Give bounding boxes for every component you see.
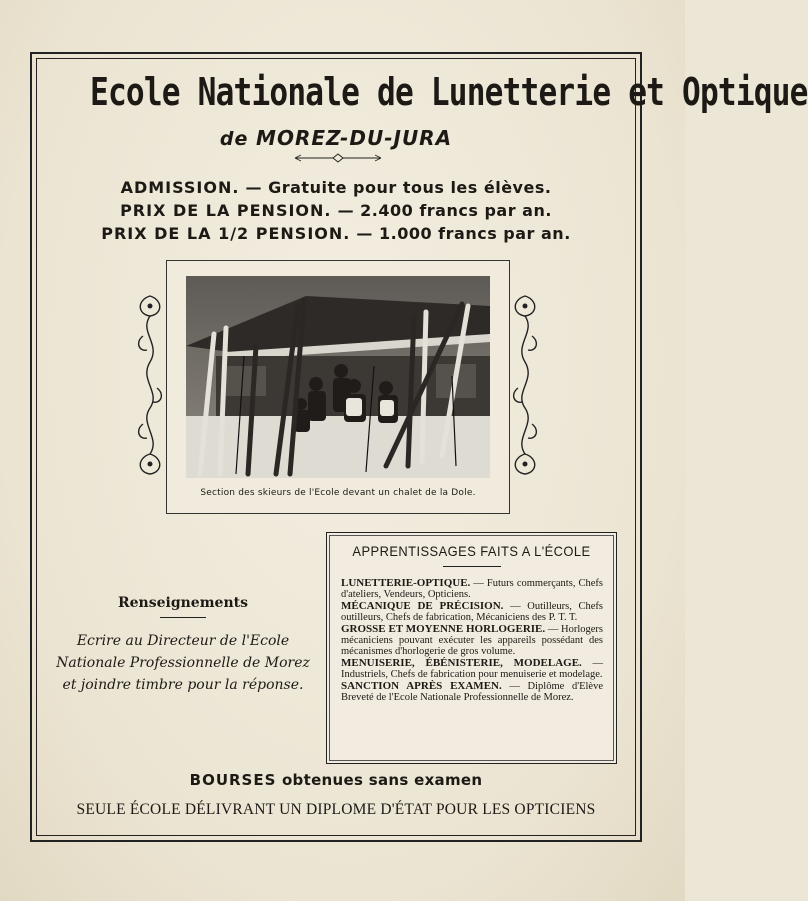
apprentissages-title: APPRENTISSAGES FAITS A L'ÉCOLE <box>352 543 591 559</box>
scroll-ornament-left-icon <box>133 292 167 478</box>
renseignements-text: Ecrire au Directeur de l'Ecole Nationale Professionnelle de Morez et joindre timbre pour la réponse. <box>56 633 310 693</box>
subtitle-prefix: de <box>219 128 249 150</box>
flourish-divider-icon <box>293 152 383 164</box>
school-subtitle <box>36 126 636 150</box>
apprentissages-list <box>341 578 603 704</box>
school-title: Ecole Nationale de Lunetterie et Optique <box>90 70 808 114</box>
photo-caption: Section des skieurs de l'Ecole devant un chalet de la Dole. <box>200 488 476 498</box>
ski-team-photo <box>186 276 490 478</box>
apprentissages-rule <box>443 566 501 567</box>
fee-admission: ADMISSION. — Gratuite pour tous les élèves. <box>120 178 552 197</box>
renseignements-rule <box>160 617 206 618</box>
subtitle-town: MOREZ-DU-JURA <box>256 126 453 150</box>
list-item: SANCTION APRÈS EXAMEN. — Diplôme d'Elève Breveté de l'Ecole Nationale Professionnelle de Morez. <box>341 680 603 703</box>
list-item: MÉCANIQUE DE PRÉCISION. — Outilleurs, Chefs outilleurs, Chefs de fabrication, Mécaniciens des P. T. T. <box>341 600 604 623</box>
fee-half-pension: PRIX DE LA 1/2 PENSION. — 1.000 francs par an. <box>101 224 571 243</box>
fee-pension: PRIX DE LA PENSION. — 2.400 francs par an. <box>120 201 552 220</box>
list-item: GROSSE ET MOYENNE HORLOGERIE. — Horlogers mécaniciens pouvant exécuter les appareils possédant des mécanismes d'horlogerie de gros volume. <box>341 623 604 657</box>
list-item: MENUISERIE, ÉBÉNISTERIE, MODELAGE. — Industriels, Chefs de fabrication pour menuiserie et modelage. <box>341 657 603 680</box>
diploma-statement: SEULE ÉCOLE DÉLIVRANT UN DIPLOME D'ÉTAT POUR LES OPTICIENS <box>76 801 596 818</box>
scroll-ornament-right-icon <box>508 292 542 478</box>
bourses-line: BOURSES obtenues sans examen <box>189 771 483 789</box>
renseignements-title: Renseignements <box>118 595 248 611</box>
list-item: LUNETTERIE-OPTIQUE. — Futurs commerçants, Chefs d'ateliers, Vendeurs, Opticiens. <box>341 577 604 600</box>
